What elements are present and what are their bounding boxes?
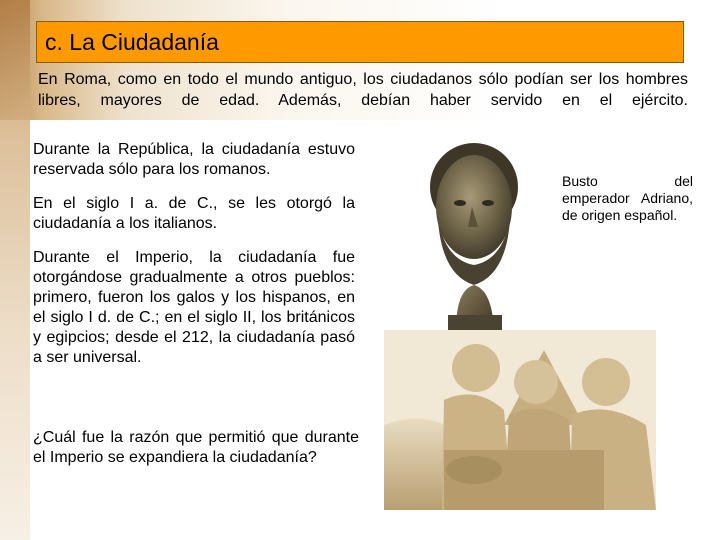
caption-word-2: del xyxy=(674,173,693,189)
paragraph-siglo-i: En el siglo I a. de C., se les otorgó la ciudadanía a los italianos. xyxy=(33,195,355,232)
background-left-edge xyxy=(0,0,30,540)
paragraph-republica: Durante la República, la ciudadanía estuvo reservada sólo para los romanos. xyxy=(33,141,355,178)
intro-paragraph: En Roma, como en todo el mundo antiguo, los ciudadanos sólo podían ser los hombres libres, mayores de edad. Además, debían haber servido en el ejército. xyxy=(38,71,688,109)
caption-rest: emperador Adriano, de origen español. xyxy=(562,190,693,223)
caption-first-line xyxy=(562,173,693,190)
roman-relief-illustration xyxy=(384,330,656,510)
image-caption xyxy=(562,173,693,224)
bust-of-hadrian-illustration xyxy=(412,125,539,330)
roman-relief-image xyxy=(384,330,656,510)
caption-word-1: Busto xyxy=(562,173,598,189)
paragraph-imperio: Durante el Imperio, la ciudadanía fue otorgándose gradualmente a otros pueblos: primero, fueron los galos y los hispanos, en el siglo I d. de C.; en el siglo II, los británicos y egipcios; desde el 212, la ciudadanía pasó a ser universal. xyxy=(33,249,355,366)
page-title: c. La Ciudadanía xyxy=(45,28,219,55)
title-bar xyxy=(36,21,684,63)
bust-image xyxy=(412,125,539,330)
question-text: ¿Cuál fue la razón que permitió que durante el Imperio se expandiera la ciudadanía? xyxy=(33,429,359,466)
